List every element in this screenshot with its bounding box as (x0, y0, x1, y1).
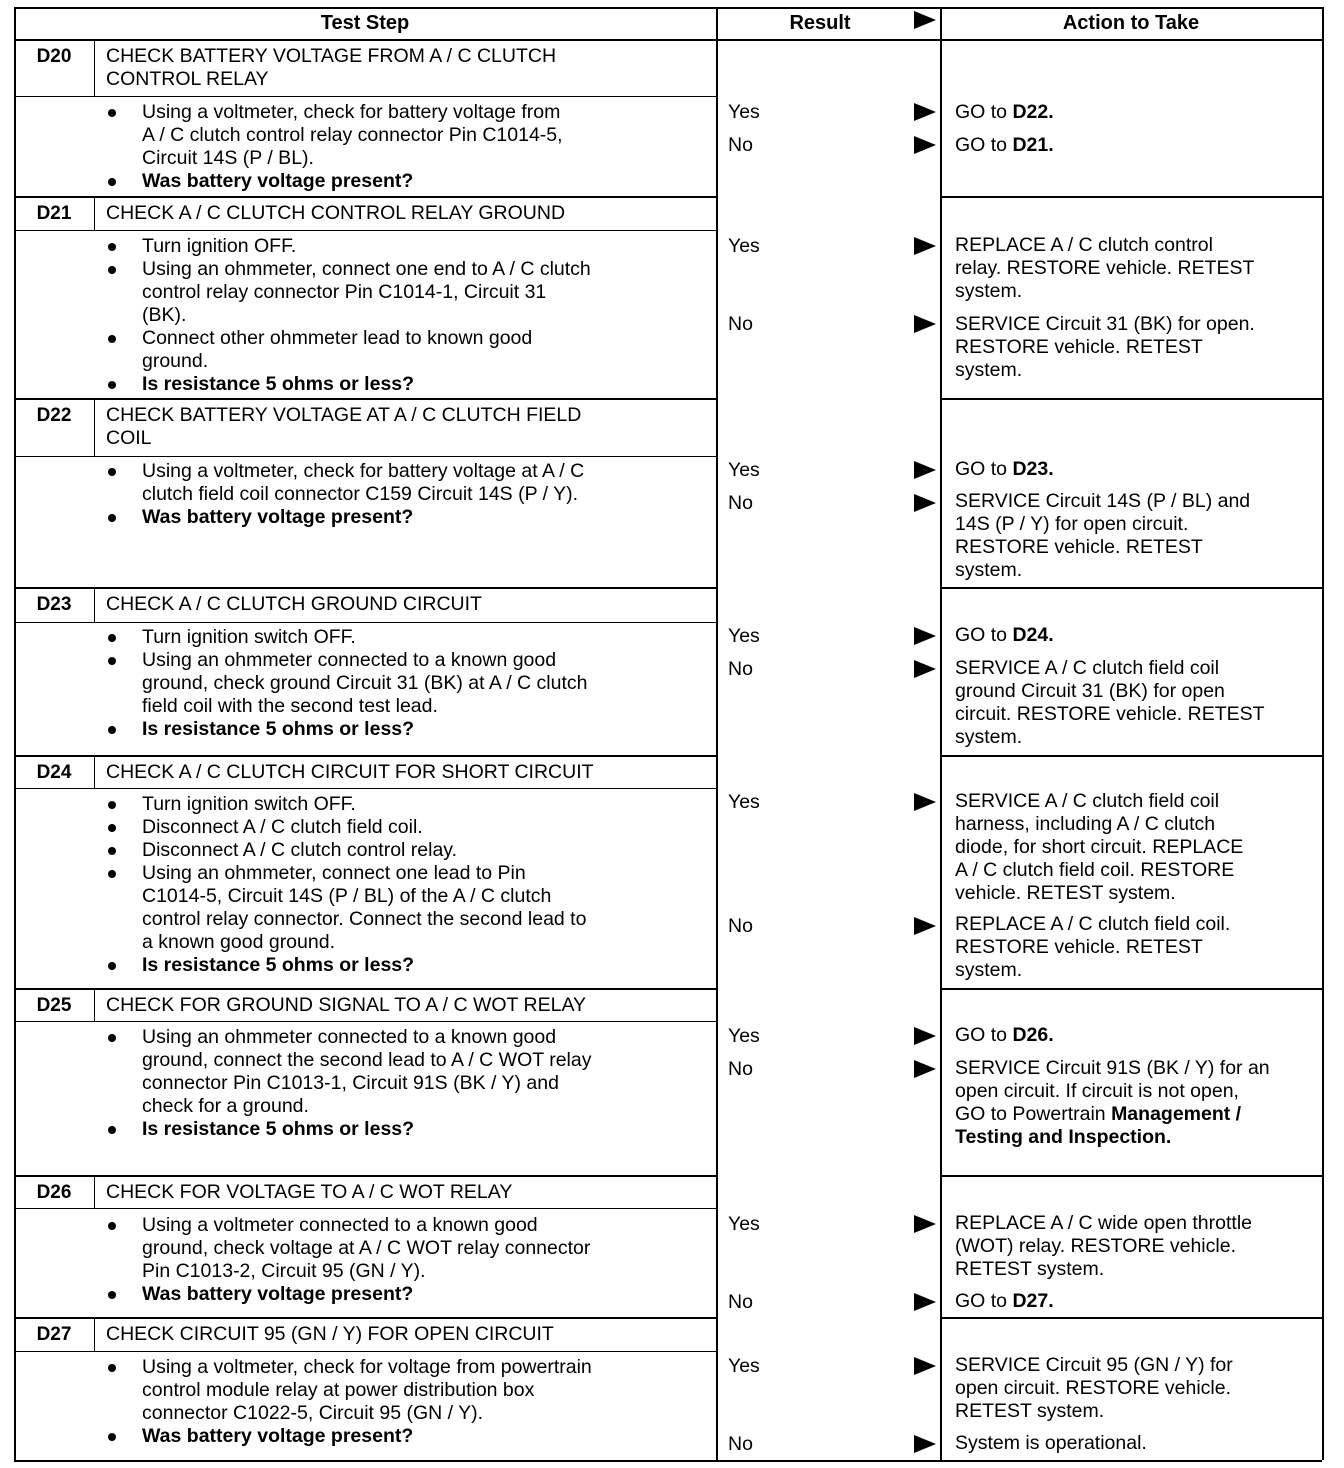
step-instruction: Using a voltmeter, check for battery voltage at A / C (142, 460, 585, 482)
step-instruction: ground, connect the second lead to A / C WOT relay (142, 1049, 592, 1071)
step-instruction: connector C1022-5, Circuit 95 (GN / Y). (142, 1402, 484, 1424)
step-code: D20 (36, 46, 72, 67)
step-question: Is resistance 5 ohms or less? (142, 1118, 415, 1140)
step-title: CHECK FOR GROUND SIGNAL TO A / C WOT RELAY (106, 994, 587, 1016)
result-yes: Yes (728, 1355, 760, 1377)
step-code: D22 (36, 405, 72, 426)
action-text: SERVICE Circuit 14S (P / BL) and (955, 490, 1251, 512)
step-instruction: check for a ground. (142, 1095, 309, 1117)
step-title: CHECK BATTERY VOLTAGE FROM A / C CLUTCH (106, 45, 557, 67)
action-text: REPLACE A / C clutch control (955, 234, 1213, 256)
action-text: SERVICE Circuit 31 (BK) for open. (955, 313, 1255, 335)
bullet-icon (108, 726, 116, 734)
action-row-separator (940, 1317, 1322, 1319)
result-no: No (728, 313, 753, 335)
bullet-icon (108, 1364, 116, 1372)
step-code: D23 (36, 594, 72, 615)
action-text: relay. RESTORE vehicle. RETEST (955, 257, 1255, 279)
row-separator (14, 196, 716, 198)
result-yes: Yes (728, 1025, 760, 1047)
step-title: CHECK FOR VOLTAGE TO A / C WOT RELAY (106, 1181, 513, 1203)
action-text: RETEST system. (955, 1258, 1105, 1280)
result-arrow-icon (914, 1293, 936, 1311)
step-instruction: Using an ohmmeter, connect one lead to Pin (142, 862, 526, 884)
result-arrow-icon (914, 793, 936, 811)
step-instruction: Disconnect A / C clutch control relay. (142, 839, 458, 861)
bullet-icon (108, 634, 116, 642)
step-instruction: (BK). (142, 304, 187, 326)
step-instruction: control relay connector Pin C1014-1, Circuit 31 (142, 281, 547, 303)
step-instruction: connector Pin C1013-1, Circuit 91S (BK / Y) and (142, 1072, 559, 1094)
step-question: Was battery voltage present? (142, 506, 414, 528)
step-instruction: control relay connector. Connect the second lead to (142, 908, 587, 930)
action-text: system. (955, 359, 1023, 381)
result-arrow-icon (914, 1215, 936, 1233)
action-text: RESTORE vehicle. RETEST (955, 936, 1203, 958)
step-instruction: control module relay at power distribution box (142, 1379, 535, 1401)
action-text: REPLACE A / C wide open throttle (955, 1212, 1252, 1234)
title-underline (14, 456, 716, 457)
action-row-separator (940, 196, 1322, 198)
code-divider (94, 398, 95, 456)
step-instruction: C1014-5, Circuit 14S (P / BL) of the A / C clutch (142, 885, 552, 907)
result-no: No (728, 134, 753, 156)
action-text: A / C clutch field coil. RESTORE (955, 859, 1235, 881)
header-result: Result (789, 12, 851, 34)
step-instruction: Turn ignition switch OFF. (142, 626, 356, 648)
bullet-icon (108, 870, 116, 878)
title-underline (14, 230, 716, 231)
code-divider (94, 196, 95, 230)
code-divider (94, 587, 95, 622)
result-arrow-icon (914, 1060, 936, 1078)
code-divider (94, 755, 95, 788)
action-text: SERVICE Circuit 95 (GN / Y) for (955, 1354, 1233, 1376)
action-text: system. (955, 280, 1023, 302)
result-yes: Yes (728, 1213, 760, 1235)
action-row-separator (940, 398, 1322, 400)
result-no: No (728, 1433, 753, 1455)
table-left-border (14, 7, 16, 1460)
step-question: Was battery voltage present? (142, 1283, 414, 1305)
result-yes: Yes (728, 625, 760, 647)
code-divider (94, 39, 95, 96)
row-separator (14, 1175, 716, 1177)
step-instruction: A / C clutch control relay connector Pin C1014-5, (142, 124, 563, 146)
bullet-icon (108, 1433, 116, 1441)
result-arrow-icon (914, 237, 936, 255)
step-title: CHECK A / C CLUTCH CONTROL RELAY GROUND (106, 202, 566, 224)
row-separator (14, 587, 716, 589)
result-column-divider (716, 7, 718, 1460)
step-instruction: field coil with the second test lead. (142, 695, 438, 717)
action-text: diode, for short circuit. REPLACE (955, 836, 1244, 858)
action-text: RESTORE vehicle. RETEST (955, 536, 1203, 558)
result-arrow-icon (914, 1357, 936, 1375)
step-instruction: Using an ohmmeter connected to a known good (142, 1026, 557, 1048)
step-instruction: Disconnect A / C clutch field coil. (142, 816, 423, 838)
action-text: Testing and Inspection. (955, 1126, 1172, 1148)
step-instruction: Using a voltmeter, check for voltage from powertrain (142, 1356, 592, 1378)
bullet-icon (108, 243, 116, 251)
step-instruction: a known good ground. (142, 931, 335, 953)
step-instruction: Using an ohmmeter connected to a known good (142, 649, 557, 671)
step-title: CHECK CIRCUIT 95 (GN / Y) FOR OPEN CIRCUIT (106, 1323, 554, 1345)
step-instruction: ground, check voltage at A / C WOT relay connector (142, 1237, 591, 1259)
step-question: Was battery voltage present? (142, 1425, 414, 1447)
result-arrow-icon (914, 660, 936, 678)
step-instruction: clutch field coil connector C159 Circuit 14S (P / Y). (142, 483, 579, 505)
result-yes: Yes (728, 791, 760, 813)
result-arrow-icon (914, 103, 936, 121)
step-instruction: Connect other ohmmeter lead to known good (142, 327, 533, 349)
action-text: SERVICE A / C clutch field coil (955, 790, 1220, 812)
bullet-icon (108, 1126, 116, 1134)
row-separator (14, 1317, 716, 1319)
step-title: CONTROL RELAY (106, 68, 269, 90)
result-yes: Yes (728, 101, 760, 123)
bullet-icon (108, 824, 116, 832)
step-question: Is resistance 5 ohms or less? (142, 373, 415, 395)
row-separator (14, 398, 716, 400)
action-text: ground Circuit 31 (BK) for open (955, 680, 1225, 702)
result-arrow-icon (914, 461, 936, 479)
result-no: No (728, 1058, 753, 1080)
action-text: (WOT) relay. RESTORE vehicle. (955, 1235, 1236, 1257)
step-title: COIL (106, 427, 152, 449)
bullet-icon (108, 381, 116, 389)
result-no: No (728, 658, 753, 680)
result-arrow-icon (914, 1435, 936, 1453)
step-title: CHECK A / C CLUTCH GROUND CIRCUIT (106, 593, 482, 615)
header-bottom-rule (14, 39, 1322, 41)
step-code: D25 (36, 995, 72, 1016)
table-bottom-border (14, 1460, 1322, 1462)
step-title: CHECK A / C CLUTCH CIRCUIT FOR SHORT CIRCUIT (106, 761, 594, 783)
action-text: vehicle. RETEST system. (955, 882, 1176, 904)
bullet-icon (108, 468, 116, 476)
action-row-separator (940, 1175, 1322, 1177)
bullet-icon (108, 1222, 116, 1230)
bullet-icon (108, 266, 116, 274)
bullet-icon (108, 178, 116, 186)
action-text: GO to D26. (955, 1024, 1054, 1046)
action-text: GO to D22. (955, 101, 1054, 123)
result-no: No (728, 1291, 753, 1313)
bullet-icon (108, 1034, 116, 1042)
action-text: System is operational. (955, 1432, 1147, 1454)
result-arrow-icon (914, 1027, 936, 1045)
header-arrow-icon (914, 11, 936, 29)
step-question: Was battery voltage present? (142, 170, 414, 192)
step-instruction: ground. (142, 350, 209, 372)
result-no: No (728, 492, 753, 514)
action-text: 14S (P / Y) for open circuit. (955, 513, 1189, 535)
bullet-icon (108, 109, 116, 117)
bullet-icon (108, 801, 116, 809)
title-underline (14, 1208, 716, 1209)
step-instruction: ground, check ground Circuit 31 (BK) at A / C clutch (142, 672, 588, 694)
step-instruction: Using an ohmmeter, connect one end to A / C clutch (142, 258, 591, 280)
result-arrow-icon (914, 315, 936, 333)
result-arrow-icon (914, 136, 936, 154)
title-underline (14, 96, 716, 97)
step-instruction: Pin C1013-2, Circuit 95 (GN / Y). (142, 1260, 426, 1282)
title-underline (14, 622, 716, 623)
result-no: No (728, 915, 753, 937)
step-question: Is resistance 5 ohms or less? (142, 718, 415, 740)
title-underline (14, 1351, 716, 1352)
step-instruction: Circuit 14S (P / BL). (142, 147, 314, 169)
action-text: GO to D21. (955, 134, 1054, 156)
code-divider (94, 1175, 95, 1208)
code-divider (94, 1317, 95, 1351)
row-separator (14, 755, 716, 757)
bullet-icon (108, 657, 116, 665)
action-text: RETEST system. (955, 1400, 1105, 1422)
step-code: D24 (36, 762, 72, 783)
title-underline (14, 1021, 716, 1022)
bullet-icon (108, 962, 116, 970)
bullet-icon (108, 514, 116, 522)
step-code: D21 (36, 203, 72, 224)
header-test-step: Test Step (320, 12, 410, 34)
action-text: system. (955, 559, 1023, 581)
title-underline (14, 788, 716, 789)
action-row-separator (940, 587, 1322, 589)
step-instruction: Using a voltmeter, check for battery voltage from (142, 101, 561, 123)
action-row-separator (940, 988, 1322, 990)
step-code: D27 (36, 1324, 72, 1345)
action-text: GO to D27. (955, 1290, 1054, 1312)
header-action: Action to Take (1062, 12, 1200, 34)
action-text: REPLACE A / C clutch field coil. (955, 913, 1231, 935)
bullet-icon (108, 335, 116, 343)
action-text: RESTORE vehicle. RETEST (955, 336, 1203, 358)
action-text: GO to D24. (955, 624, 1054, 646)
result-arrow-icon (914, 917, 936, 935)
step-instruction: Turn ignition OFF. (142, 235, 297, 257)
action-text: open circuit. If circuit is not open, (955, 1080, 1239, 1102)
action-text: circuit. RESTORE vehicle. RETEST (955, 703, 1265, 725)
result-yes: Yes (728, 459, 760, 481)
action-text: SERVICE A / C clutch field coil (955, 657, 1220, 679)
result-arrow-icon (914, 627, 936, 645)
action-text: harness, including A / C clutch (955, 813, 1216, 835)
action-text: system. (955, 726, 1023, 748)
step-instruction: Using a voltmeter connected to a known good (142, 1214, 538, 1236)
action-text: GO to D23. (955, 458, 1054, 480)
row-separator (14, 988, 716, 990)
code-divider (94, 988, 95, 1021)
step-code: D26 (36, 1182, 72, 1203)
result-yes: Yes (728, 235, 760, 257)
action-text: SERVICE Circuit 91S (BK / Y) for an (955, 1057, 1270, 1079)
step-title: CHECK BATTERY VOLTAGE AT A / C CLUTCH FIELD (106, 404, 582, 426)
result-arrow-icon (914, 494, 936, 512)
action-text: system. (955, 959, 1023, 981)
table-right-border (1322, 7, 1324, 1460)
step-question: Is resistance 5 ohms or less? (142, 954, 415, 976)
action-text: GO to Powertrain Management / (955, 1103, 1242, 1125)
action-column-divider (940, 7, 942, 1460)
action-row-separator (940, 755, 1322, 757)
table-top-border (14, 7, 1322, 9)
action-text: open circuit. RESTORE vehicle. (955, 1377, 1231, 1399)
step-instruction: Turn ignition switch OFF. (142, 793, 356, 815)
bullet-icon (108, 1291, 116, 1299)
bullet-icon (108, 847, 116, 855)
